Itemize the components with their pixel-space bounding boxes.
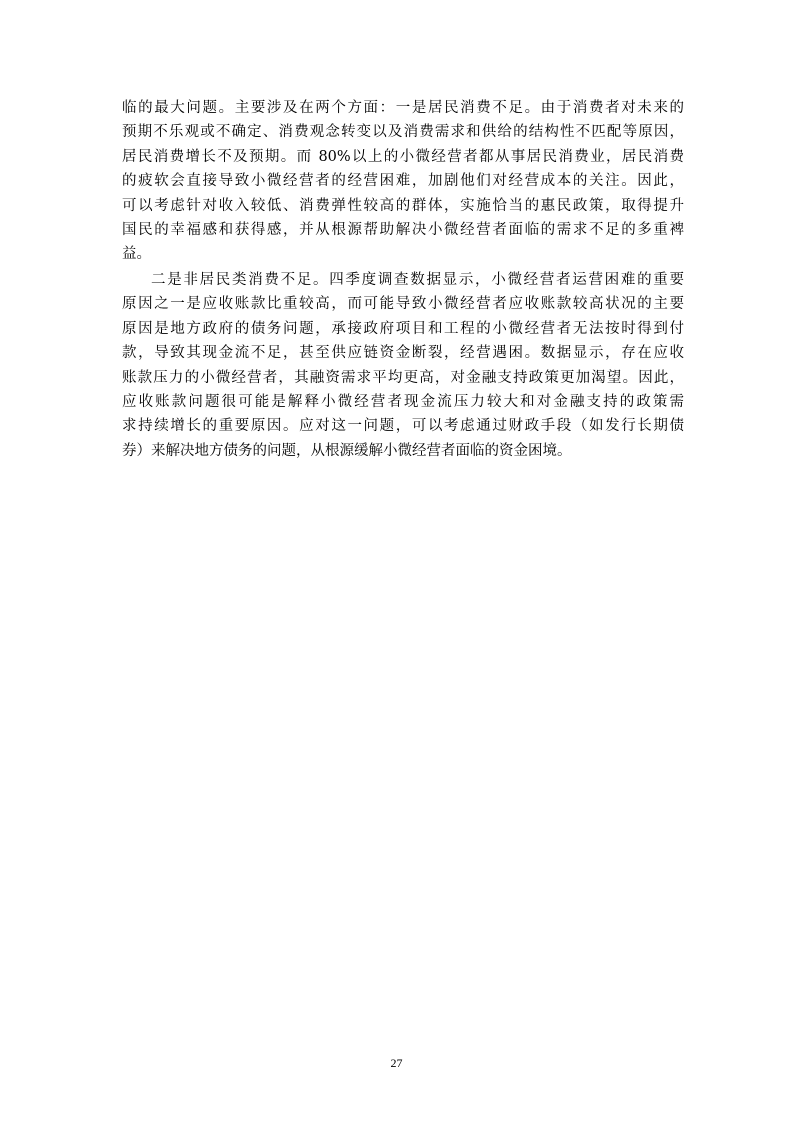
text-line: 求持续增长的重要原因。应对这一问题，可以考虑通过财政手段（如发行长期债 <box>122 418 684 435</box>
page-number: 27 <box>390 1056 403 1070</box>
text-line: 可以考虑针对收入较低、消费弹性较高的群体，实施恰当的惠民政策，取得提升 <box>122 197 684 214</box>
text-line: 原因是地方政府的债务问题，承接政府项目和工程的小微经营者无法按时得到付 <box>122 320 684 337</box>
text-line: 券）来解决地方债务的问题，从根源缓解小微经营者面临的资金困境。 <box>122 442 572 459</box>
text-line: 二是非居民类消费不足。四季度调查数据显示，小微经营者运营困难的重要 <box>151 272 684 288</box>
text-line: 的疲软会直接导致小微经营者的经营困难，加剧他们对经营成本的关注。因此， <box>122 173 684 190</box>
text-line: 原因之一是应收账款比重较高，而可能导致小微经营者应收账款较高状况的主要 <box>122 296 684 313</box>
text-line: 预期不乐观或不确定、消费观念转变以及消费需求和供给的结构性不匹配等原因， <box>122 124 684 141</box>
text-line: 款，导致其现金流不足，甚至供应链资金断裂，经营遇困。数据显示，存在应收 <box>122 345 684 362</box>
text-line: 应收账款问题很可能是解释小微经营者现金流压力较大和对金融支持的政策需 <box>122 393 684 410</box>
text-line: 国民的幸福感和获得感，并从根源帮助解决小微经营者面临的需求不足的多重裨 <box>122 221 684 238</box>
paragraph-non-residential-consumption <box>122 268 684 463</box>
text-line: 账款压力的小微经营者，其融资需求平均更高，对金融支持政策更加渴望。因此， <box>122 369 684 386</box>
text-line: 益。 <box>122 246 151 263</box>
text-line: 居民消费增长不及预期。而 80%以上的小微经营者都从事居民消费业，居民消费 <box>122 148 684 165</box>
paragraph-residential-consumption <box>122 96 684 267</box>
text-line: 临的最大问题。主要涉及在两个方面：一是居民消费不足。由于消费者对未来的 <box>122 100 684 116</box>
